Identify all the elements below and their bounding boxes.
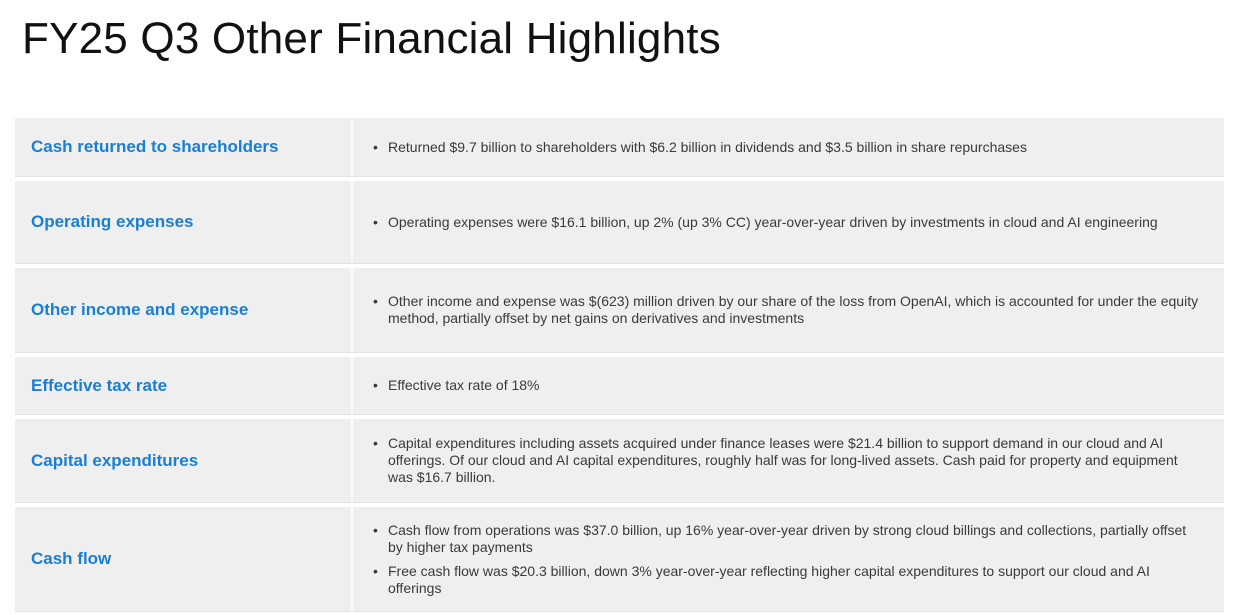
row-content-cell: [353, 118, 1224, 176]
bullet-icon: •: [373, 138, 378, 155]
bullet-item: [373, 214, 1204, 231]
table-row: [15, 268, 1224, 353]
bullet-item: [373, 377, 1204, 394]
row-content-cell: [353, 419, 1224, 502]
bullet-text: Capital expenditures including assets acquired under finance leases were $21.4 billion to support demand in our cloud and AI offerings. Of our cloud and AI capital expenditures, roughly half was for long-lived assets. Cash paid for property and equipment was $16.7 billion.: [388, 435, 1178, 485]
bullet-item: [373, 563, 1204, 597]
bullet-text: Returned $9.7 billion to shareholders with $6.2 billion in dividends and $3.5 billion in share repurchases: [388, 138, 1027, 155]
bullet-item: [373, 522, 1204, 556]
table-row: [15, 181, 1224, 264]
row-content-cell: [353, 507, 1224, 611]
row-label: Other income and expense: [31, 300, 249, 319]
table-row: [15, 357, 1224, 415]
row-label: Cash flow: [31, 549, 112, 568]
table-row: [15, 118, 1224, 177]
table-row: [15, 419, 1224, 503]
bullet-item: [373, 139, 1204, 156]
bullet-text: Operating expenses were $16.1 billion, up 2% (up 3% CC) year-over-year driven by investments in cloud and AI engineering: [388, 213, 1158, 230]
bullet-icon: •: [373, 435, 378, 451]
highlights-table: [15, 118, 1224, 612]
row-label: Cash returned to shareholders: [31, 137, 279, 156]
bullet-text: Free cash flow was $20.3 billion, down 3% year-over-year reflecting higher capital expenditures to support our cloud and AI offerings: [388, 562, 1150, 596]
row-content-cell: [353, 268, 1224, 352]
row-label-cell: [15, 181, 353, 263]
bullet-icon: •: [373, 293, 378, 309]
page-title: FY25 Q3 Other Financial Highlights: [22, 14, 721, 63]
row-label: Operating expenses: [31, 212, 194, 231]
bullet-text: Other income and expense was $(623) million driven by our share of the loss from OpenAI, which is accounted for under the equity method, partially offset by net gains on derivatives and investments: [388, 293, 1199, 326]
bullet-item: [373, 435, 1204, 486]
bullet-text: Cash flow from operations was $37.0 billion, up 16% year-over-year driven by strong cloud billings and collections, partially offset by higher tax payments: [388, 521, 1187, 555]
row-label-cell: [15, 357, 353, 414]
row-label: Effective tax rate: [31, 375, 168, 395]
bullet-icon: •: [373, 562, 378, 579]
row-label-cell: [15, 419, 353, 502]
row-content-cell: [353, 357, 1224, 414]
bullet-icon: •: [373, 521, 378, 538]
row-label-cell: [15, 118, 353, 176]
bullet-item: [373, 293, 1204, 327]
table-row: [15, 507, 1224, 612]
bullet-text: Effective tax rate of 18%: [388, 377, 540, 393]
bullet-icon: •: [373, 377, 378, 393]
row-label-cell: [15, 268, 353, 352]
bullet-icon: •: [373, 213, 378, 230]
row-label-cell: [15, 507, 353, 611]
row-label: Capital expenditures: [31, 450, 199, 470]
row-content-cell: [353, 181, 1224, 263]
